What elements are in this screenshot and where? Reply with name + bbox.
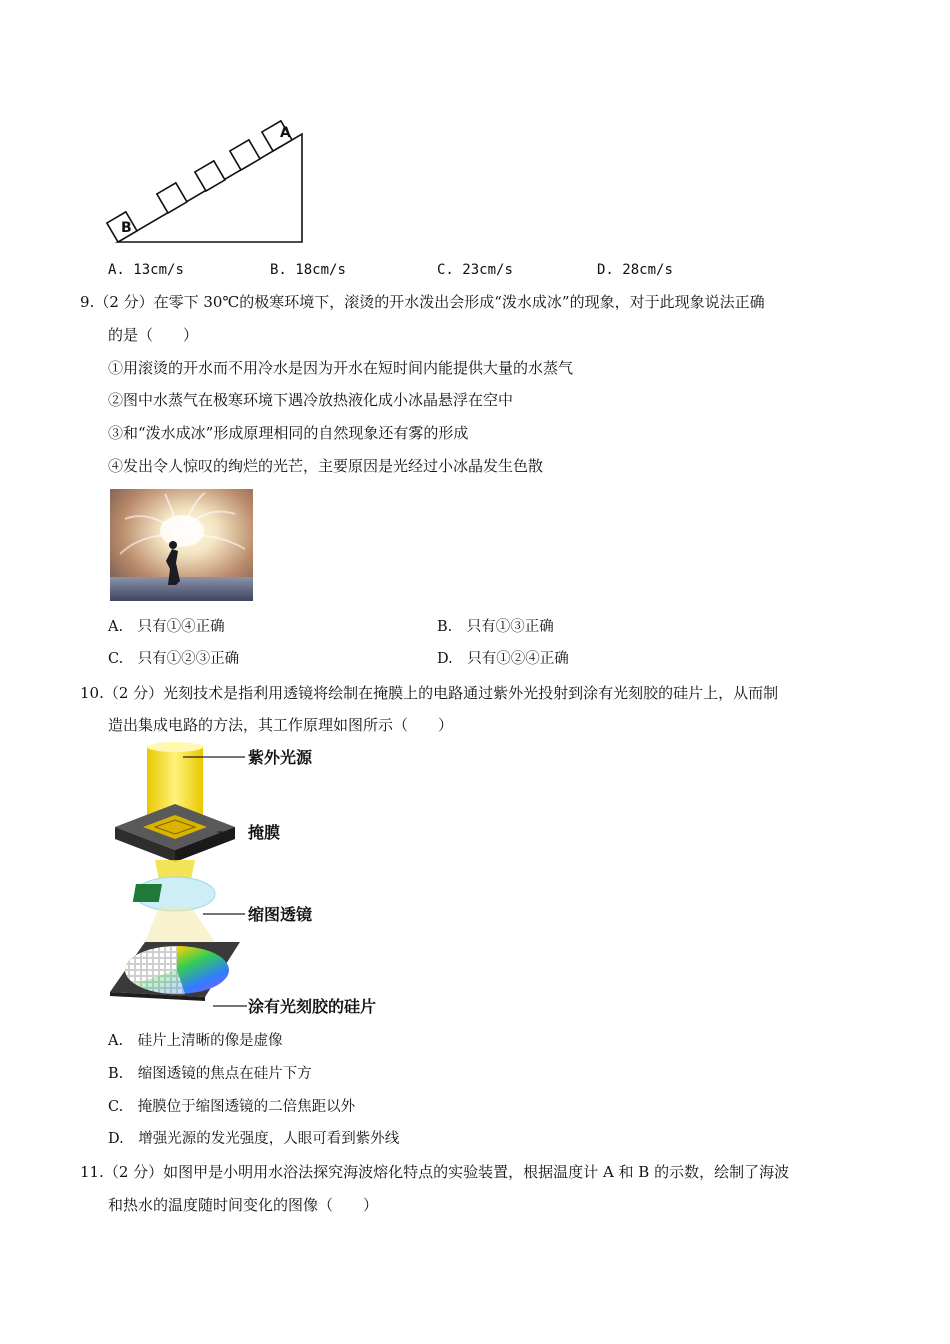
lithography-figure	[105, 742, 400, 1027]
q10-stem-line1: 10.（2 分）光刻技术是指利用透镜将绘制在掩膜上的电路通过紫外光投射到涂有光刻胶的硅片上，从而制	[80, 684, 779, 702]
label-mask: 掩膜	[248, 823, 281, 842]
q10-stem-line2: 造出集成电路的方法，其工作原理如图所示（ ）	[108, 716, 454, 734]
q9-statement-4: ④发出令人惊叹的绚烂的光芒，主要原因是光经过小冰晶发生色散	[108, 457, 544, 475]
label-lens: 缩图透镜	[248, 905, 313, 924]
q11-stem-line1: 11.（2 分）如图甲是小明用水浴法探究海波熔化特点的实验装置，根据温度计 A 和 B 的示数，绘制了海波	[80, 1163, 790, 1181]
q9-option-b[interactable]: B. 只有①③正确	[437, 619, 554, 635]
label-b: B	[121, 220, 132, 236]
q9-statement-1: ①用滚烫的开水而不用冷水是因为开水在短时间内能提供大量的水蒸气	[108, 359, 574, 377]
q10-option-a[interactable]: A. 硅片上清晰的像是虚像	[108, 1033, 283, 1049]
q9-option-a[interactable]: A. 只有①④正确	[108, 619, 225, 635]
q8-option-d[interactable]: D. 28cm/s	[597, 262, 673, 278]
q9-option-c[interactable]: C. 只有①②③正确	[108, 651, 240, 667]
q10-option-c[interactable]: C. 掩膜位于缩图透镜的二倍焦距以外	[108, 1099, 356, 1115]
q9-statement-2: ②图中水蒸气在极寒环境下遇冷放热液化成小冰晶悬浮在空中	[108, 391, 514, 409]
q10-option-d[interactable]: D. 增强光源的发光强度，人眼可看到紫外线	[108, 1131, 400, 1147]
q9-statement-3: ③和“泼水成冰”形成原理相同的自然现象还有雾的形成	[108, 424, 469, 442]
q11-stem-line2: 和热水的温度随时间变化的图像（ ）	[108, 1196, 379, 1214]
label-wafer: 涂有光刻胶的硅片	[248, 997, 377, 1016]
label-uv-source: 紫外光源	[248, 748, 313, 767]
label-a: A	[280, 125, 291, 141]
ice-splash-photo	[110, 489, 253, 601]
q8-option-c[interactable]: C. 23cm/s	[437, 262, 513, 278]
incline-figure	[100, 108, 320, 253]
q8-option-a[interactable]: A. 13cm/s	[108, 262, 184, 278]
q9-stem-line2: 的是（ ）	[108, 326, 199, 344]
q9-option-d[interactable]: D. 只有①②④正确	[437, 651, 569, 667]
q8-option-b[interactable]: B. 18cm/s	[270, 262, 346, 278]
q10-option-b[interactable]: B. 缩图透镜的焦点在硅片下方	[108, 1066, 312, 1082]
q9-stem-line1: 9.（2 分）在零下 30℃的极寒环境下，滚烫的开水泼出会形成“泼水成冰”的现象，对于此现象说法正确	[80, 293, 765, 311]
